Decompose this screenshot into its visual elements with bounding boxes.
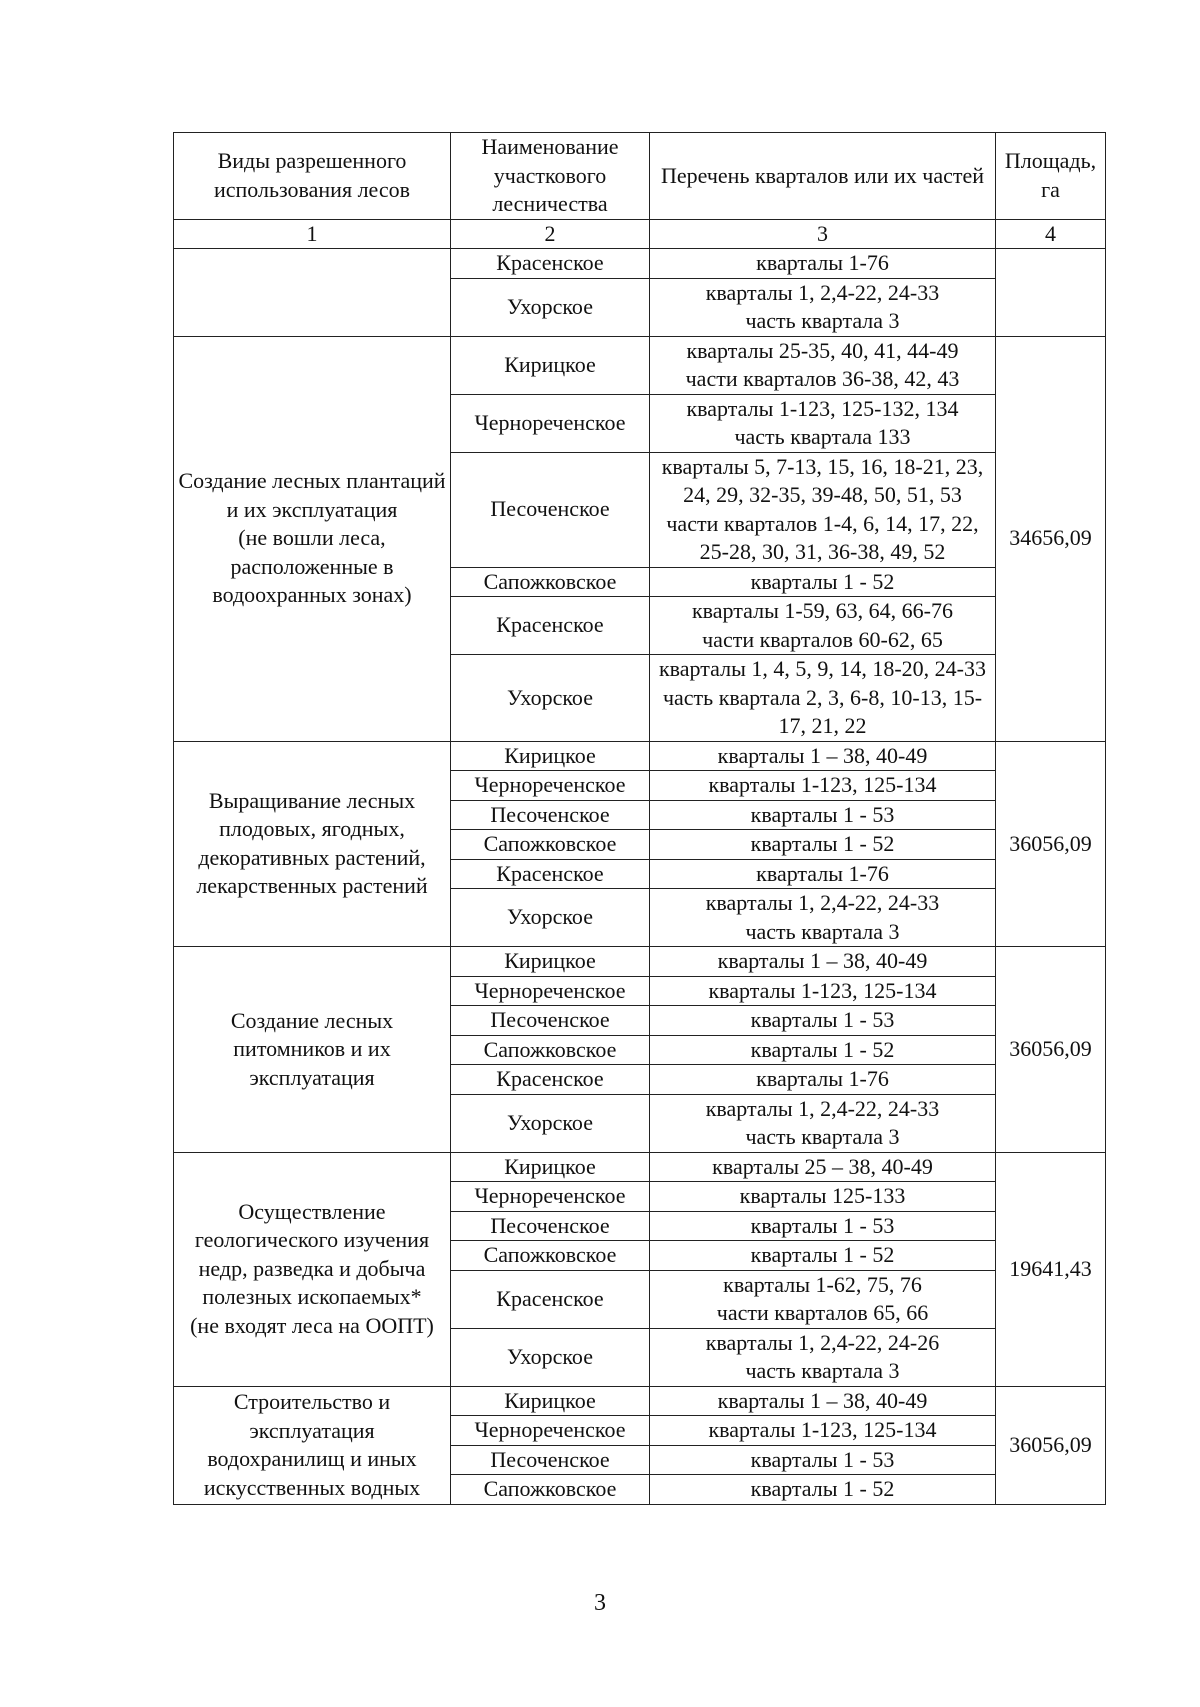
quarters-cell: кварталы 125-133 (650, 1182, 996, 1212)
table-row (174, 1386, 1106, 1416)
quarters-cell: кварталы 1 – 38, 40-49 (650, 1386, 996, 1416)
forestry-cell: Кирицкое (451, 336, 650, 394)
forestry-cell: Сапожковское (451, 1035, 650, 1065)
table-row (174, 947, 1106, 977)
header-use-type: Виды разрешенного использования лесов (174, 133, 451, 220)
table-row (174, 336, 1106, 394)
quarters-cell: кварталы 1-62, 75, 76 части кварталов 65, 66 (650, 1270, 996, 1328)
table-row (174, 1152, 1106, 1182)
use-type-cell (174, 249, 451, 337)
quarters-cell: кварталы 1 - 52 (650, 1035, 996, 1065)
area-cell (996, 249, 1106, 337)
page-number: 3 (594, 1590, 606, 1616)
quarters-cell: кварталы 1 – 38, 40-49 (650, 741, 996, 771)
area-cell: 34656,09 (996, 336, 1106, 741)
quarters-cell: кварталы 25-35, 40, 41, 44-49 части кварталов 36-38, 42, 43 (650, 336, 996, 394)
forestry-cell: Песоченское (451, 1006, 650, 1036)
forestry-cell: Кирицкое (451, 1386, 650, 1416)
quarters-cell: кварталы 1-76 (650, 859, 996, 889)
quarters-cell: кварталы 1 - 53 (650, 800, 996, 830)
forestry-cell: Красенское (451, 249, 650, 279)
quarters-cell: кварталы 5, 7-13, 15, 16, 18-21, 23, 24, 29, 32-35, 39-48, 50, 51, 53 части кварталов 1-4, 6, 14, 17, 22, 25-28, 30, 31, 36-38, 49, 52 (650, 452, 996, 567)
forestry-cell: Красенское (451, 859, 650, 889)
use-type-cell: Осуществление геологического изучения недр, разведка и добыча полезных ископаемых* (не входят леса на ООПТ) (174, 1152, 451, 1386)
table-row (174, 741, 1106, 771)
forestry-cell: Песоченское (451, 452, 650, 567)
forestry-cell: Чернореченское (451, 1416, 650, 1446)
column-number: 1 (174, 219, 451, 249)
table-body (174, 219, 1106, 1504)
allowed-use-table (173, 132, 1106, 1505)
quarters-cell: кварталы 1-59, 63, 64, 66-76 части кварталов 60-62, 65 (650, 597, 996, 655)
forestry-cell: Красенское (451, 1270, 650, 1328)
quarters-cell: кварталы 1-123, 125-134 (650, 1416, 996, 1446)
use-type-cell: Создание лесных питомников и их эксплуатация (174, 947, 451, 1153)
area-cell: 36056,09 (996, 741, 1106, 947)
quarters-cell: кварталы 1 - 52 (650, 1475, 996, 1505)
area-cell: 36056,09 (996, 1386, 1106, 1504)
column-number-row (174, 219, 1106, 249)
quarters-cell: кварталы 1, 2,4-22, 24-26 часть квартала 3 (650, 1328, 996, 1386)
forestry-cell: Кирицкое (451, 947, 650, 977)
forestry-cell: Кирицкое (451, 1152, 650, 1182)
forestry-cell: Песоченское (451, 800, 650, 830)
forestry-cell: Песоченское (451, 1211, 650, 1241)
forestry-cell: Песоченское (451, 1445, 650, 1475)
quarters-cell: кварталы 1-76 (650, 1065, 996, 1095)
quarters-cell: кварталы 1 - 52 (650, 830, 996, 860)
forestry-cell: Ухорское (451, 889, 650, 947)
header-area: Площадь, га (996, 133, 1106, 220)
forestry-cell: Красенское (451, 597, 650, 655)
quarters-cell: кварталы 1 - 52 (650, 1241, 996, 1271)
header-forestry: Наименование участкового лесничества (451, 133, 650, 220)
quarters-cell: кварталы 1 - 52 (650, 567, 996, 597)
forestry-cell: Чернореченское (451, 394, 650, 452)
table-row (174, 249, 1106, 279)
forestry-cell: Ухорское (451, 1094, 650, 1152)
forestry-cell: Чернореченское (451, 1182, 650, 1212)
column-number: 3 (650, 219, 996, 249)
quarters-cell: кварталы 1 - 53 (650, 1445, 996, 1475)
quarters-cell: кварталы 1, 4, 5, 9, 14, 18-20, 24-33 часть квартала 2, 3, 6-8, 10-13, 15-17, 21, 22 (650, 655, 996, 742)
forestry-cell: Красенское (451, 1065, 650, 1095)
header-row (174, 133, 1106, 220)
forestry-cell: Ухорское (451, 655, 650, 742)
quarters-cell: кварталы 1, 2,4-22, 24-33 часть квартала 3 (650, 278, 996, 336)
quarters-cell: кварталы 25 – 38, 40-49 (650, 1152, 996, 1182)
column-number: 2 (451, 219, 650, 249)
forestry-cell: Чернореченское (451, 976, 650, 1006)
forestry-cell: Чернореченское (451, 771, 650, 801)
quarters-cell: кварталы 1 - 53 (650, 1006, 996, 1036)
forestry-cell: Ухорское (451, 1328, 650, 1386)
use-type-cell: Строительство и эксплуатация водохранилищ и иных искусственных водных (174, 1386, 451, 1504)
column-number: 4 (996, 219, 1106, 249)
quarters-cell: кварталы 1-123, 125-132, 134 часть квартала 133 (650, 394, 996, 452)
quarters-cell: кварталы 1 - 53 (650, 1211, 996, 1241)
use-type-cell: Выращивание лесных плодовых, ягодных, декоративных растений, лекарственных растений (174, 741, 451, 947)
use-type-cell: Создание лесных плантаций и их эксплуатация (не вошли леса, расположенные в водоохранных зонах) (174, 336, 451, 741)
header-quarters: Перечень кварталов или их частей (650, 133, 996, 220)
forestry-cell: Сапожковское (451, 830, 650, 860)
forestry-cell: Сапожковское (451, 1241, 650, 1271)
quarters-cell: кварталы 1, 2,4-22, 24-33 часть квартала 3 (650, 1094, 996, 1152)
forestry-cell: Сапожковское (451, 1475, 650, 1505)
quarters-cell: кварталы 1, 2,4-22, 24-33 часть квартала 3 (650, 889, 996, 947)
forestry-cell: Ухорское (451, 278, 650, 336)
forestry-cell: Сапожковское (451, 567, 650, 597)
quarters-cell: кварталы 1 – 38, 40-49 (650, 947, 996, 977)
area-cell: 36056,09 (996, 947, 1106, 1153)
quarters-cell: кварталы 1-76 (650, 249, 996, 279)
area-cell: 19641,43 (996, 1152, 1106, 1386)
quarters-cell: кварталы 1-123, 125-134 (650, 976, 996, 1006)
forestry-cell: Кирицкое (451, 741, 650, 771)
quarters-cell: кварталы 1-123, 125-134 (650, 771, 996, 801)
